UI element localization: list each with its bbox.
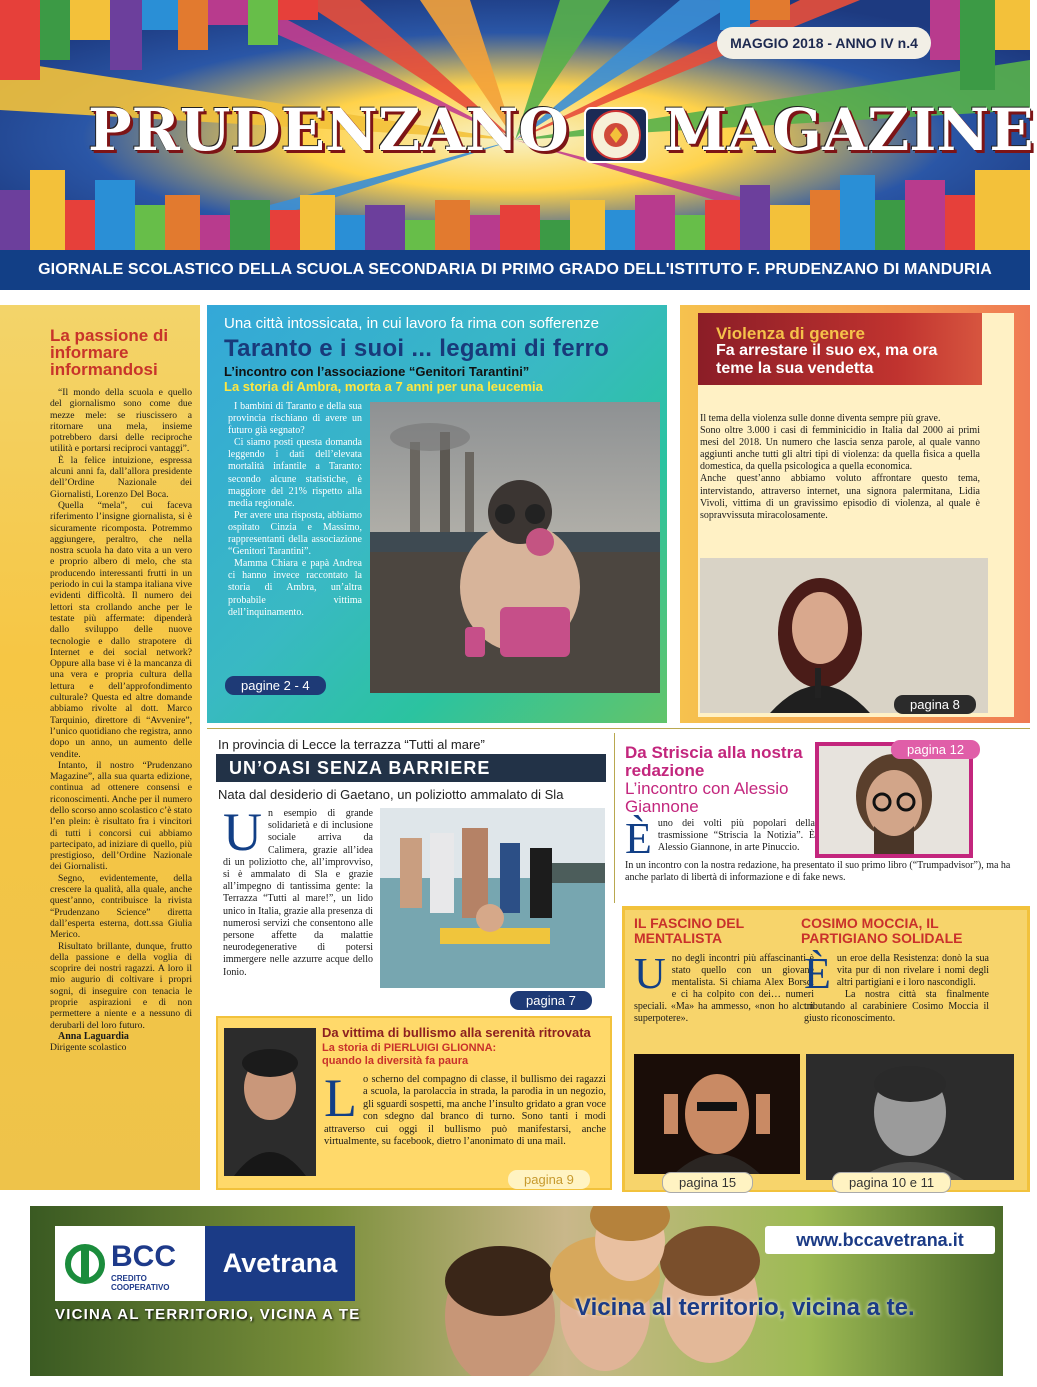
bcc-logo-text: BCC (111, 1240, 176, 1273)
taranto-paragraph: Ci siamo posti questa domanda leggendo i dati dell’elevata mortalità infantile a Taranto: secondo alcune statistiche, è maggiore del 21% rispetto alla media regionale. (228, 437, 362, 509)
magazine-logo (88, 96, 1034, 196)
editorial-column (0, 305, 200, 1190)
striscia-body: uno dei volti più popolari della trasmissione “Striscia la Notizia”. È Alessio Giannone, in arte Pinuccio. (657, 818, 815, 854)
striscia-subtitle: L’incontro con Alessio Giannone (625, 779, 789, 816)
taranto-text (228, 401, 362, 619)
ad-branch: Avetrana (205, 1226, 355, 1301)
bcc-logo-icon (65, 1244, 109, 1284)
oasi-dropcap: U (223, 802, 262, 862)
violenza-title: Violenza di genere (716, 324, 865, 343)
editorial-paragraph: Segno, evidentemente, della crescere la qualità, alla quale, anche quest’anno, contribuisce la rivista “Prudenzano Science” diretta dall’esperta esterna, dott.ssa Giulia Merico. (50, 872, 192, 941)
violenza-page-ref[interactable]: pagina 8 (894, 695, 976, 714)
editorial-paragraph: “Il mondo della scuola e quello del giornalismo sono come due mezze mele: se riuscissero a ritornare una mela, insieme potrebbero darsi delle reciproche utilità e portarsi reciproci vantaggi”. (50, 387, 192, 455)
striscia-text-2: In un incontro con la nostra redazione, ha presentato il suo primo libro (“Trumpadvisor”), ma ha anche parlato di libertà di informazione e di fake news. (625, 860, 1011, 884)
taranto-subtitle-2: La storia di Ambra, morta a 7 anni per una leucemia (224, 379, 543, 394)
violenza-lead: Il tema della violenza sulle donne diventa sempre più grave. (700, 413, 941, 424)
oasi-body: n esempio di grande solidarietà e di inclusione sociale arriva da Calimera, grazie all’idea di un poliziotto che, all’improvviso, si è ammalato di Sla e grazie all’impegno di tantissima gente: la Terrazza “Tutti al mare!”, un lido unico in Italia, grazie alla presenza di numerosi servizi che consentono alle persone affette da malattie neurodegenerative di potersi immergere nelle azzurre acque dello Ionio. (223, 808, 373, 978)
bullismo-body: o scherno del compagno di classe, il bullismo dei ragazzi a scuola, la parolaccia in strada, la parodia in un negozio, gli sguardi sospetti, ma anche l’insulto gridato a gran voce con sdegno dal branco di turno. Sono tanti i modi attraverso cui oggi il bullismo può manifestarsi, anche virtualmente, su facebook, dietro l’anonimato di una mail. (324, 1074, 606, 1148)
oasi-subtitle: Nata dal desiderio di Gaetano, un poliziotto ammalato di Sla (218, 787, 564, 802)
bcc-avetrana-ad[interactable] (30, 1206, 1003, 1376)
mentalista-moccia-box (622, 906, 1030, 1192)
moccia-body: un eroe della Resistenza: donò la sua vita pur di non rivelare i nomi degli altri partigiani e i loro nascondigli. (836, 953, 989, 988)
violenza-article (680, 305, 1030, 723)
mentalist-photo (634, 1054, 800, 1174)
masthead-subtitle: GIORNALE SCOLASTICO DELLA SCUOLA SECONDARIA DI PRIMO GRADO DELL'ISTITUTO F. PRUDENZANO DI MANDURIA (0, 250, 1030, 290)
editorial-signature-name: Anna Laguardia (58, 1030, 129, 1042)
bcc-logo-sub: CREDITO COOPERATIVO (111, 1274, 170, 1292)
editorial-paragraph: Quella “mela”, cui faceva riferimento l’insigne giornalista, si è sicuramente ricomposta. Potremmo aggiungere, peraltro, che nella nostra scuola ha dato vita a un vero e proprio albero di melo, che sta producendo interessanti frutti in un periodo in cui la stampa italiana vive evidenti difficoltà. Il numero dei lettori sta crollando anche per le testate più affermate: dipenderà dallo sviluppo delle nuove tecnologie e dallo strapotere di Internet e dei social network? Oppure alla base vi è la mancanza di una vera e propria cultura della lettura e dell’approfondimento culturale? Questa ed altre domande abbiamo rivolte al dott. Marco Tarquinio, direttore di “Avvenire”, l’unico quotidiano che registra, anno dopo un anno, un aumento delle vendite. (50, 499, 192, 760)
editorial-paragraph: Risultato brillante, dunque, frutto della passione e della voglia di scoprire dei nostri ragazzi. A loro il mio augurio di coltivare i propri sogni, di inseguire con tenacia le proprie aspirazioni e di non permettere a niente e a nessuno di derubarli del loro futuro. (50, 940, 192, 1031)
editorial-paragraph: È la felice intuizione, espressa alcuni anni fa, dall’allora presidente dell’Ordine Nazionale dei Giornalisti, Lorenzo Del Boca. (50, 454, 192, 500)
moccia-page-ref[interactable]: pagina 10 e 11 (832, 1172, 951, 1193)
editorial-signature-role: Dirigente scolastico (50, 1042, 127, 1054)
cosimo-moccia-photo (806, 1054, 1014, 1180)
oasi-article (207, 733, 612, 1008)
lidia-vivoli-photo (700, 558, 988, 713)
taranto-paragraph: I bambini di Taranto e della sua provincia rischiano di avere un futuro già segnato? (228, 401, 362, 437)
bullismo-subtitle: La storia di PIERLUIGI GLIONNA: quando la diversità fa paura (322, 1042, 497, 1067)
logo-word-magazine: MAGAZINE (663, 96, 1034, 164)
taranto-kicker: Una città intossicata, in cui lavoro fa rima con sofferenze (224, 315, 599, 332)
taranto-article (207, 305, 667, 723)
moccia-text: È un eroe della Resistenza: donò la sua vita pur di non rivelare i nomi degli altri partigiani e i loro nascondigli. La nostra città sta finalmente tributando al carabiniere Cosimo Moccia il giusto riconoscimento. (804, 949, 989, 1024)
column-divider (614, 733, 615, 903)
striscia-text: È uno dei volti più popolari della trasmissione “Striscia la Notizia”. È Alessio Giannone, in arte Pinuccio. (625, 814, 815, 863)
bcc-logo-box (55, 1226, 205, 1301)
bullismo-title: Da vittima di bullismo alla serenità ritrovata (322, 1025, 591, 1040)
ad-slogan: Vicina al territorio, vicina a te. (575, 1294, 915, 1321)
violenza-paragraph: Sono oltre 3.000 i casi di femminicidio in Italia dal 2000 ai primi mesi del 2018. Un numero che lascia senza parole, al quale vanno aggiunti anche tutti gli altri tipi di violenza: da quella fisica a quella domestica, da quella psicologica a quella economica. (700, 425, 980, 473)
taranto-page-ref[interactable]: pagine 2 - 4 (225, 676, 326, 695)
editorial-paragraph: Intanto, il nostro “Prudenzano Magazine”, alla sua quarta edizione, continua ad ottenere consensi e riconoscimenti. Anche per il numero dello scorso anno scolastico c’è stato l’en plein: è risultato fra i vincitori di tutti i concorsi cui abbiamo partecipato, ad iniziare di quello, più prestigioso, dell’Ordine Nazionale dei Giornalisti. (50, 759, 192, 873)
school-seal-icon (581, 100, 651, 170)
child-gas-mask-photo (370, 402, 660, 693)
taranto-paragraph: Mamma Chiara e papà Andrea ci hanno invece raccontato la storia di Ambra, un’altra probabile vittima dell’inquinamento. (228, 558, 362, 618)
violenza-headline: Fa arrestare il suo ex, ma ora teme la sua vendetta (716, 342, 938, 377)
bullismo-text: Lo scherno del compagno di classe, il bullismo dei ragazzi a scuola, la parolaccia in strada, la parodia in un negozio, gli sguardi sospetti, ma anche l’insulto gridato a gran voce con sdegno dal branco di turno. Sono tanti i modi attraverso cui oggi il bullismo può manifestarsi, anche virtualmente, su facebook, dietro l’anonimato di una mail. (324, 1068, 606, 1148)
striscia-page-ref[interactable]: pagina 12 (891, 740, 980, 759)
issue-date-badge: MAGGIO 2018 - ANNO IV n.4 (717, 27, 931, 59)
beach-group-photo (380, 808, 605, 988)
oasi-text (223, 802, 373, 979)
oasi-page-ref[interactable]: pagina 7 (510, 991, 592, 1010)
striscia-article (617, 738, 1030, 904)
moccia-body-2: La nostra città sta finalmente tributando al carabiniere Cosimo Moccia il giusto riconoscimento. (804, 989, 989, 1024)
logo-word-prudenzano: PRUDENZANO (88, 96, 569, 164)
taranto-paragraph: Per avere una risposta, abbiamo ospitato Cinzia e Massimo, rappresentanti della associazione “Genitori Tarantini”. (228, 509, 362, 558)
pierluigi-glionna-photo (224, 1028, 316, 1176)
ad-url[interactable]: www.bccavetrana.it (765, 1226, 995, 1254)
bullismo-page-ref[interactable]: pagina 9 (508, 1170, 590, 1189)
oasi-kicker: In provincia di Lecce la terrazza “Tutti al mare” (218, 737, 485, 752)
alessio-giannone-photo (815, 742, 973, 858)
taranto-title: Taranto e i suoi ... legami di ferro (224, 335, 610, 362)
editorial-title: La passione di informare informandosi (50, 326, 169, 379)
section-divider (207, 728, 1030, 729)
mentalista-text: Uno degli incontri più affascinanti è stato quello con un giovane mentalista. Si chiama Alex Borsci e ci ha colpito con dei… numeri speciali. «Ma» ha ammesso, «non ho alcun superpotere». (634, 949, 814, 1024)
editorial-text (50, 387, 192, 1054)
striscia-title: Da Striscia alla nostra redazione (625, 743, 803, 780)
mentalista-page-ref[interactable]: pagina 15 (662, 1172, 753, 1193)
moccia-title: COSIMO MOCCIA, IL PARTIGIANO SOLIDALE (801, 915, 963, 946)
mentalista-title: IL FASCINO DEL MENTALISTA (634, 915, 744, 946)
ad-slogan-caps: VICINA AL TERRITORIO, VICINA A TE (55, 1306, 361, 1323)
violenza-paragraph: Anche quest’anno abbiamo voluto affrontare questo tema, intervistando, attraverso internet, una signora palermitana, Lidia Vivoli, vittima di un gravissimo episodio di violenza, al quale è sopravvissuta miracolosamente. (700, 473, 980, 521)
taranto-subtitle: L’incontro con l’associazione “Genitori Tarantini” (224, 364, 530, 379)
mentalista-body: no degli incontri più affascinanti è stato quello con un giovane mentalista. Si chiama Alex Borsci e ci ha colpito con dei… numeri speciali. «Ma» ha ammesso, «non ho alcun superpotere». (634, 953, 814, 1024)
bullismo-article (216, 1016, 612, 1190)
oasi-title: UN’OASI SENZA BARRIERE (216, 754, 606, 782)
violenza-text (700, 413, 980, 522)
